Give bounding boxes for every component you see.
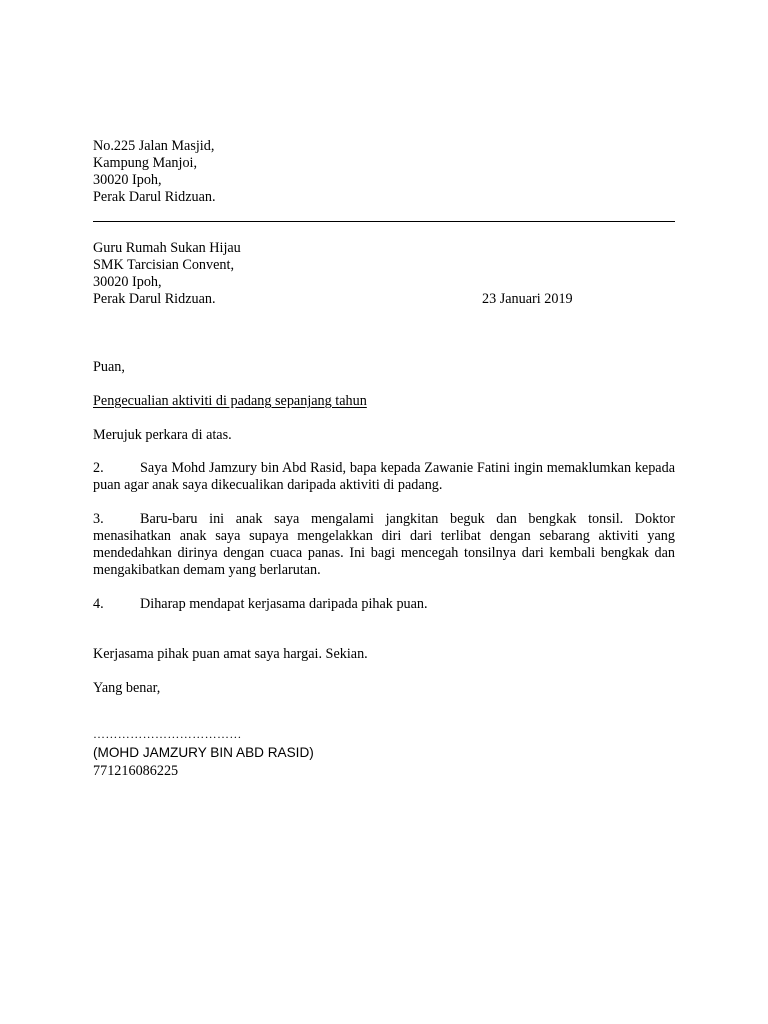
paragraph-3 xyxy=(93,511,675,579)
paragraph-text: Baru-baru ini anak saya mengalami jangkitan beguk dan bengkak tonsil. Doktor menasihatkan anak saya supaya mengelakkan diri dari terlibat dengan sebarang aktiviti yang mendedahkan dirinya dengan cuaca panas. Ini bagi mencegah tonsilnya dari kembali bengkak dan mengakibatkan demam yang berlarutan. xyxy=(93,511,675,578)
recipient-address-line-4: Perak Darul Ridzuan. xyxy=(93,291,216,307)
sender-address-line-3: 30020 Ipoh, xyxy=(93,172,162,188)
sign-off: Yang benar, xyxy=(93,680,161,696)
paragraph-text: Diharap mendapat kerjasama daripada pihak puan. xyxy=(140,596,428,612)
salutation: Puan, xyxy=(93,359,125,375)
letter-date: 23 Januari 2019 xyxy=(482,291,573,307)
address-divider xyxy=(93,221,675,222)
recipient-address-line-2: SMK Tarcisian Convent, xyxy=(93,257,235,273)
sender-address-line-2: Kampung Manjoi, xyxy=(93,155,198,171)
closing-note: Kerjasama pihak puan amat saya hargai. Sekian. xyxy=(93,646,368,662)
sender-address-line-1: No.225 Jalan Masjid, xyxy=(93,138,215,154)
signature-line: ……………………………… xyxy=(93,727,242,741)
signatory-id: 771216086225 xyxy=(93,763,179,779)
letter-subject: Pengecualian aktiviti di padang sepanjang tahun xyxy=(93,393,367,409)
paragraph-4 xyxy=(93,596,675,613)
paragraph-2 xyxy=(93,460,675,494)
paragraph-number: 4. xyxy=(93,596,104,612)
recipient-address-line-1: Guru Rumah Sukan Hijau xyxy=(93,240,241,256)
paragraph-number: 3. xyxy=(93,511,104,527)
paragraph-text: Saya Mohd Jamzury bin Abd Rasid, bapa kepada Zawanie Fatini ingin memaklumkan kepada puan agar anak saya dikecualikan daripada aktiviti di padang. xyxy=(93,460,675,493)
signatory-name: (MOHD JAMZURY BIN ABD RASID) xyxy=(93,745,314,760)
paragraph-number: 2. xyxy=(93,460,104,476)
recipient-address-line-3: 30020 Ipoh, xyxy=(93,274,162,290)
sender-address-line-4: Perak Darul Ridzuan. xyxy=(93,189,216,205)
reference-line: Merujuk perkara di atas. xyxy=(93,427,232,443)
